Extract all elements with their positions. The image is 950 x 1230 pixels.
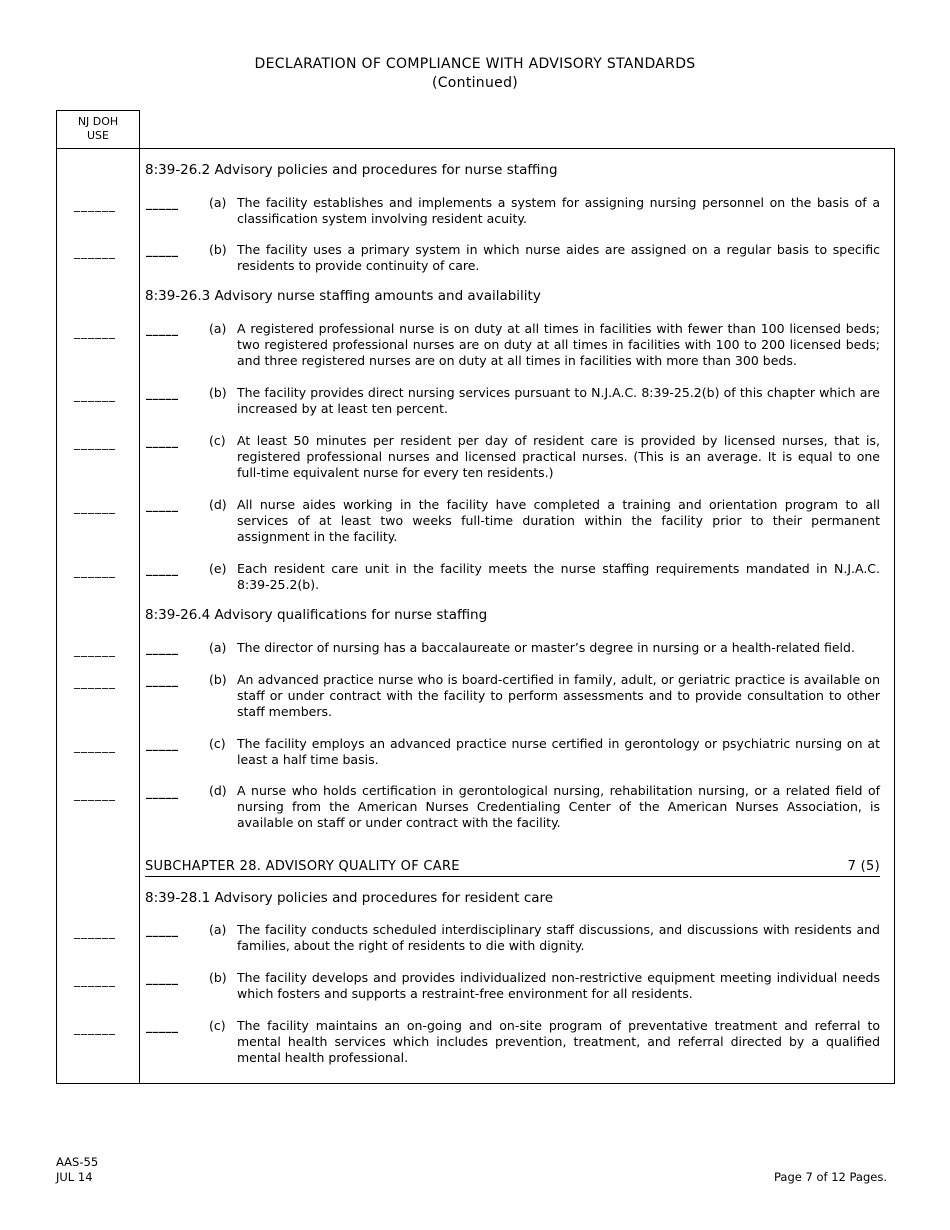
compliance-blank[interactable]: _____ [146, 386, 179, 400]
compliance-blank[interactable]: _____ [146, 498, 179, 512]
item-text: The facility maintains an on-going and on-site program of preventative treatment and referral to mental health services which includes prevention, treatment, and referral directed by a qualified mental health professional. [237, 1018, 880, 1065]
njdoh-use-field[interactable]: ______ [74, 500, 116, 514]
item-text: The facility provides direct nursing services pursuant to N.J.A.C. 8:39-25.2(b) of this chapter which are increased by at least ten percent. [237, 385, 880, 416]
compliance-blank[interactable]: _____ [146, 785, 179, 799]
compliance-blank[interactable]: _____ [146, 923, 179, 937]
compliance-blank[interactable]: _____ [146, 1019, 179, 1033]
item-label: (c) [209, 736, 226, 751]
item-label: (e) [209, 561, 227, 576]
item-label: (b) [209, 970, 227, 985]
compliance-blank[interactable]: _____ [146, 322, 179, 336]
njdoh-use-field[interactable]: ______ [74, 388, 116, 402]
compliance-blank[interactable]: _____ [146, 434, 179, 448]
title-line-2: (Continued) [431, 75, 519, 91]
item-label: (d) [209, 783, 227, 798]
item-label: (a) [209, 922, 227, 937]
item-text: The director of nursing has a baccalaureate or master’s degree in nursing or a health-related field. [237, 640, 855, 655]
njdoh-use-field[interactable]: ______ [74, 564, 116, 578]
footer-form-info [56, 1155, 98, 1185]
section-heading-26-3: 8:39-26.3 Advisory nurse staffing amounts and availability [145, 288, 541, 304]
njdoh-use-header [56, 110, 140, 149]
njdoh-use-field[interactable]: ______ [74, 1021, 116, 1035]
item-label: (b) [209, 385, 227, 400]
item-text: An advanced practice nurse who is board-certified in family, adult, or geriatric practice is available on staff or under contract with the facility to perform assessments and to provide consultation to other staff members. [237, 672, 880, 719]
item-text: The facility employs an advanced practice nurse certified in gerontology or psychiatric nursing on at least a half time basis. [237, 736, 880, 767]
subchapter-title: SUBCHAPTER 28. ADVISORY QUALITY OF CARE [145, 859, 460, 874]
item-label: (b) [209, 242, 227, 257]
item-text: At least 50 minutes per resident per day of resident care is provided by licensed nurses, that is, registered professional nurses and licensed practical nurses. (This is an average. It is equal to one full-time equivalent nurse for every ten residents.) [237, 433, 880, 480]
item-text: The facility conducts scheduled interdisciplinary staff discussions, and discussions with residents and families, about the right of residents to die with dignity. [237, 922, 880, 953]
njdoh-use-header-line1: NJ DOH [77, 115, 119, 128]
compliance-blank[interactable]: _____ [146, 243, 179, 257]
njdoh-use-field[interactable]: ______ [74, 925, 116, 939]
item-label: (c) [209, 1018, 226, 1033]
njdoh-use-header-line2: USE [87, 129, 109, 142]
item-label: (b) [209, 672, 227, 687]
item-text: The facility uses a primary system in which nurse aides are assigned on a regular basis to specific residents to provide continuity of care. [237, 242, 880, 273]
njdoh-use-field[interactable]: ______ [74, 787, 116, 801]
compliance-blank[interactable]: _____ [146, 641, 179, 655]
compliance-blank[interactable]: _____ [146, 737, 179, 751]
footer-form-date: JUL 14 [56, 1170, 93, 1184]
footer-form-id: AAS-55 [56, 1155, 99, 1169]
title-line-1: DECLARATION OF COMPLIANCE WITH ADVISORY STANDARDS [254, 56, 696, 72]
compliance-blank[interactable]: _____ [146, 673, 179, 687]
compliance-blank[interactable]: _____ [146, 196, 179, 210]
compliance-blank[interactable]: _____ [146, 562, 179, 576]
item-text: The facility establishes and implements a system for assigning nursing personnel on the basis of a classification system involving resident acuity. [237, 195, 880, 226]
section-heading-28-1: 8:39-28.1 Advisory policies and procedures for resident care [145, 890, 554, 906]
item-label: (a) [209, 321, 227, 336]
document-title [0, 55, 950, 93]
item-text: A nurse who holds certification in gerontological nursing, rehabilitation nursing, or a related field of nursing from the American Nurses Credentialing Center of the American Nurses Association, is available on staff or under contract with the facility. [237, 783, 880, 830]
njdoh-use-field[interactable]: ______ [74, 325, 116, 339]
section-heading-26-2: 8:39-26.2 Advisory policies and procedures for nurse staffing [145, 162, 558, 178]
item-label: (d) [209, 497, 227, 512]
item-text: All nurse aides working in the facility have completed a training and orientation program to all services of at least two weeks full-time duration within the facility prior to their permanent assignment in the facility. [237, 497, 880, 544]
item-label: (a) [209, 195, 227, 210]
subchapter-heading [145, 859, 880, 877]
njdoh-use-column [56, 148, 140, 1084]
subchapter-number: 7 (5) [847, 859, 880, 874]
njdoh-use-field[interactable]: ______ [74, 245, 116, 259]
item-text: The facility develops and provides individualized non-restrictive equipment meeting individual needs which fosters and supports a restraint-free environment for all residents. [237, 970, 880, 1001]
item-text: A registered professional nurse is on duty at all times in facilities with fewer than 100 licensed beds; two registered professional nurses are on duty at all times in facilities with 100 to 200 licensed beds; and three registered nurses are on duty at all times in facilities with more than 300 beds. [237, 321, 880, 368]
section-heading-26-4: 8:39-26.4 Advisory qualifications for nurse staffing [145, 607, 488, 623]
footer-page-number: Page 7 of 12 Pages. [774, 1170, 887, 1184]
compliance-blank[interactable]: _____ [146, 971, 179, 985]
item-text: Each resident care unit in the facility meets the nurse staffing requirements mandated in N.J.A.C. 8:39-25.2(b). [237, 561, 880, 592]
njdoh-use-field[interactable]: ______ [74, 643, 116, 657]
njdoh-use-field[interactable]: ______ [74, 198, 116, 212]
item-label: (a) [209, 640, 227, 655]
item-label: (c) [209, 433, 226, 448]
njdoh-use-field[interactable]: ______ [74, 436, 116, 450]
njdoh-use-field[interactable]: ______ [74, 675, 116, 689]
njdoh-use-field[interactable]: ______ [74, 739, 116, 753]
njdoh-use-field[interactable]: ______ [74, 973, 116, 987]
